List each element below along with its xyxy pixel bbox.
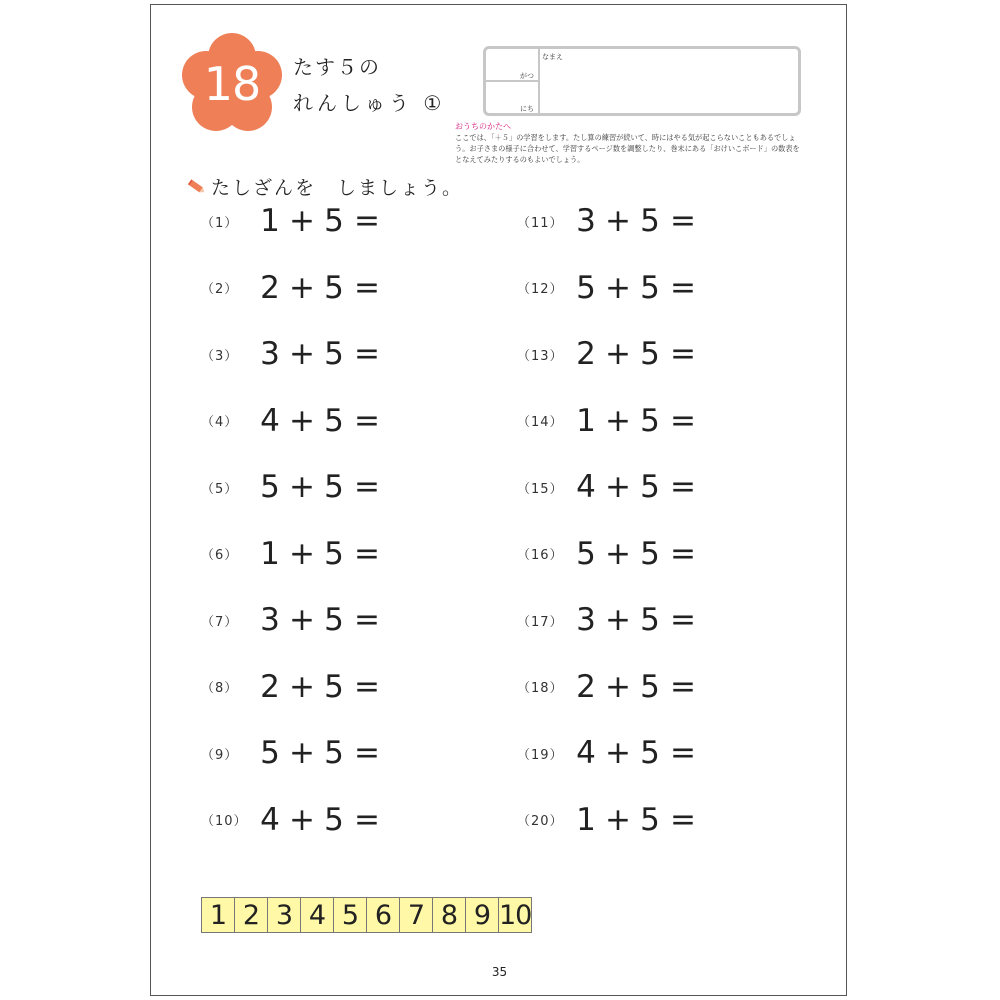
addend-b: 5 xyxy=(640,336,660,372)
addend-b: 5 xyxy=(324,602,344,638)
problem-number: （1） xyxy=(201,215,239,231)
addend-b: 5 xyxy=(324,735,344,771)
plus-sign: + xyxy=(289,735,315,771)
instruction-text: たしざんを しましょう。 xyxy=(211,177,464,199)
plus-sign: + xyxy=(289,469,315,505)
addend-a: 2 xyxy=(260,269,280,306)
equation xyxy=(571,403,701,439)
number-strip-cell: 5 xyxy=(334,897,367,933)
parent-note-heading: おうちのかたへ xyxy=(455,122,511,131)
plus-sign: + xyxy=(605,668,631,705)
plus-sign: + xyxy=(605,402,631,439)
problem-row xyxy=(517,802,701,838)
problem-row xyxy=(201,403,385,439)
addend-b: 5 xyxy=(324,269,344,306)
addend-a: 5 xyxy=(576,535,596,572)
day-label: にち xyxy=(520,105,534,113)
problem-number: （19） xyxy=(517,747,564,763)
addend-a: 3 xyxy=(260,602,280,638)
equals-sign: = xyxy=(670,535,696,572)
lesson-badge xyxy=(181,33,283,135)
equals-sign: = xyxy=(354,602,380,638)
addend-b: 5 xyxy=(640,203,660,239)
problem-row xyxy=(517,669,701,705)
plus-sign: + xyxy=(289,402,315,439)
addend-b: 5 xyxy=(640,735,660,771)
plus-sign: + xyxy=(605,535,631,572)
plus-sign: + xyxy=(289,602,315,638)
problem-row xyxy=(517,336,701,372)
equals-sign: = xyxy=(354,668,380,705)
addend-b: 5 xyxy=(324,203,344,239)
problem-number: （5） xyxy=(201,481,239,497)
addend-b: 5 xyxy=(640,269,660,306)
plus-sign: + xyxy=(289,336,315,372)
number-strip-cell: 10 xyxy=(499,897,532,933)
problem-number: （7） xyxy=(201,614,239,630)
equals-sign: = xyxy=(354,535,380,572)
problem-number: （8） xyxy=(201,681,239,696)
addend-b: 5 xyxy=(640,602,660,638)
addend-b: 5 xyxy=(640,469,660,505)
problem-number: （11） xyxy=(517,215,564,231)
problem-row xyxy=(201,203,385,239)
number-strip-cell: 2 xyxy=(235,897,268,933)
equals-sign: = xyxy=(670,801,696,838)
problem-number: （13） xyxy=(517,348,564,364)
equals-sign: = xyxy=(670,203,696,239)
equation xyxy=(255,669,385,705)
equation xyxy=(571,602,701,638)
plus-sign: + xyxy=(289,269,315,306)
problem-row xyxy=(201,602,385,638)
problem-row xyxy=(201,735,385,771)
equation xyxy=(255,203,385,239)
addend-b: 5 xyxy=(324,535,344,572)
equals-sign: = xyxy=(354,735,380,771)
month-label: がつ xyxy=(520,72,534,80)
problem-number: （14） xyxy=(517,415,564,430)
equals-sign: = xyxy=(670,668,696,705)
addend-a: 5 xyxy=(260,735,280,771)
equals-sign: = xyxy=(670,269,696,306)
plus-sign: + xyxy=(605,269,631,306)
name-date-box[interactable] xyxy=(483,46,801,116)
addend-a: 3 xyxy=(576,602,596,638)
addend-a: 2 xyxy=(260,668,280,705)
problem-row xyxy=(517,270,701,306)
plus-sign: + xyxy=(289,535,315,572)
plus-sign: + xyxy=(605,469,631,505)
addend-a: 2 xyxy=(576,668,596,705)
plus-sign: + xyxy=(605,602,631,638)
equation xyxy=(255,270,385,306)
number-strip-cell: 8 xyxy=(433,897,466,933)
plus-sign: + xyxy=(289,668,315,705)
equation xyxy=(255,602,385,638)
equals-sign: = xyxy=(354,336,380,372)
equation xyxy=(571,469,701,505)
lesson-title-line2: れんしゅう ① xyxy=(293,91,446,115)
problem-number: （2） xyxy=(201,282,239,297)
worksheet-page xyxy=(150,4,847,996)
number-strip-cell: 6 xyxy=(367,897,400,933)
addend-a: 4 xyxy=(260,402,280,439)
equals-sign: = xyxy=(354,402,380,439)
equals-sign: = xyxy=(354,469,380,505)
equals-sign: = xyxy=(670,402,696,439)
addend-b: 5 xyxy=(324,469,344,505)
addend-a: 1 xyxy=(576,402,596,439)
problem-number: （16） xyxy=(517,548,564,563)
problem-number: （4） xyxy=(201,415,239,430)
number-strip xyxy=(201,897,532,933)
problem-row xyxy=(517,203,701,239)
equals-sign: = xyxy=(670,336,696,372)
addend-a: 3 xyxy=(576,203,596,239)
equals-sign: = xyxy=(354,801,380,838)
equals-sign: = xyxy=(670,469,696,505)
problem-number: （17） xyxy=(517,614,564,630)
problem-row xyxy=(201,270,385,306)
problem-number: （6） xyxy=(201,548,239,563)
addend-a: 2 xyxy=(576,336,596,372)
equation xyxy=(571,203,701,239)
problem-row xyxy=(517,602,701,638)
addend-a: 4 xyxy=(576,469,596,505)
lesson-title-line1: たす５の xyxy=(293,55,381,79)
addend-a: 4 xyxy=(260,801,280,838)
instruction xyxy=(187,173,463,200)
problem-row xyxy=(201,536,385,572)
number-strip-cell: 7 xyxy=(400,897,433,933)
plus-sign: + xyxy=(605,801,631,838)
problem-row xyxy=(201,802,385,838)
number-strip-cell: 3 xyxy=(268,897,301,933)
equation xyxy=(255,735,385,771)
plus-sign: + xyxy=(605,203,631,239)
number-strip-cell: 4 xyxy=(301,897,334,933)
equation xyxy=(571,336,701,372)
addend-b: 5 xyxy=(640,535,660,572)
equation xyxy=(571,536,701,572)
addend-a: 4 xyxy=(576,735,596,771)
addend-b: 5 xyxy=(640,402,660,439)
problem-number: （18） xyxy=(517,681,564,696)
pencil-icon xyxy=(187,178,207,200)
number-strip-cell: 9 xyxy=(466,897,499,933)
problem-row xyxy=(201,469,385,505)
problem-row xyxy=(201,669,385,705)
addend-a: 3 xyxy=(260,336,280,372)
name-label: なまえ xyxy=(542,53,563,61)
addend-b: 5 xyxy=(324,668,344,705)
plus-sign: + xyxy=(289,801,315,838)
problem-number: （10） xyxy=(201,814,248,829)
problem-row xyxy=(517,536,701,572)
problem-number: （20） xyxy=(517,814,564,829)
addend-b: 5 xyxy=(324,801,344,838)
problem-number: （15） xyxy=(517,481,564,497)
equation xyxy=(255,336,385,372)
equation xyxy=(255,536,385,572)
equals-sign: = xyxy=(670,602,696,638)
plus-sign: + xyxy=(605,336,631,372)
addend-a: 1 xyxy=(260,203,280,239)
problem-row xyxy=(517,469,701,505)
equation xyxy=(571,735,701,771)
plus-sign: + xyxy=(289,203,315,239)
equals-sign: = xyxy=(354,269,380,306)
problem-row xyxy=(517,403,701,439)
addend-b: 5 xyxy=(324,402,344,439)
equation xyxy=(255,469,385,505)
problem-row xyxy=(201,336,385,372)
equation xyxy=(571,802,701,838)
equals-sign: = xyxy=(670,735,696,771)
lesson-number: 18 xyxy=(203,57,261,111)
page-number: 35 xyxy=(491,965,508,979)
problem-number: （9） xyxy=(201,747,239,763)
equation xyxy=(571,669,701,705)
equation xyxy=(255,403,385,439)
plus-sign: + xyxy=(605,735,631,771)
parent-note-body: ここでは、「＋５」の学習をします。たし算の練習が続いて、時にはやる気が起こらないこともあるでしょう。お子さまの様子に合わせて、学習するページ数を調整したり、巻末にある「おけいこボード」の数表をとなえてみたりするのもよいでしょう。 xyxy=(455,133,800,164)
addend-b: 5 xyxy=(640,668,660,705)
number-strip-cell: 1 xyxy=(202,897,235,933)
addend-a: 5 xyxy=(576,269,596,306)
addend-a: 5 xyxy=(260,469,280,505)
addend-b: 5 xyxy=(640,801,660,838)
addend-b: 5 xyxy=(324,336,344,372)
equation xyxy=(255,802,385,838)
problem-number: （12） xyxy=(517,282,564,297)
problem-row xyxy=(517,735,701,771)
problem-number: （3） xyxy=(201,348,239,364)
equals-sign: = xyxy=(354,203,380,239)
addend-a: 1 xyxy=(260,535,280,572)
equation xyxy=(571,270,701,306)
addend-a: 1 xyxy=(576,801,596,838)
